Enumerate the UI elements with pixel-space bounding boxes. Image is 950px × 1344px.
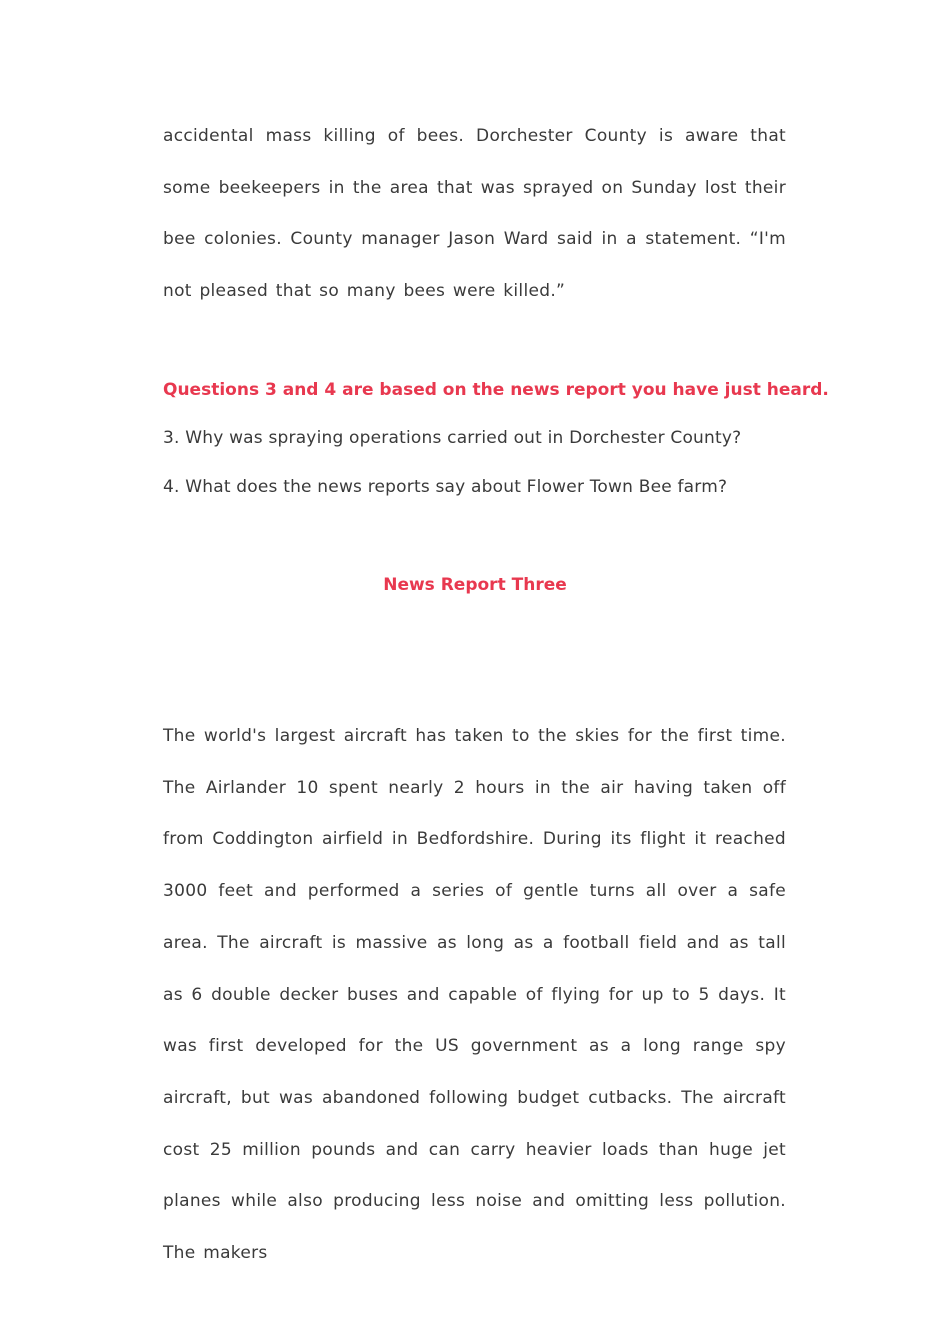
section-title-news-report-three: News Report Three (383, 575, 567, 595)
paragraph-aircraft-report: The world's largest aircraft has taken to the skies for the first time. The Airlander 10 spent nearly 2 hours in the air having taken off from Coddington airfield in Bedfordshire. During its flight it reached 3000 feet and performed a series of gentle turns all over a safe area. The aircraft is massive as long as a football field and as tall as 6 double decker buses and capable of flying for up to 5 days. It was first developed for the US government as a long range spy aircraft, but was abandoned following budget cutbacks. The aircraft cost 25 million pounds and can carry heavier loads than huge jet planes while also producing less noise and omitting less pollution. The makers (163, 726, 786, 1264)
question-4: 4. What does the news reports say about Flower Town Bee farm? (163, 477, 728, 497)
questions-heading: Questions 3 and 4 are based on the news report you have just heard. (163, 380, 829, 400)
paragraph-bees-report: accidental mass killing of bees. Dorchester County is aware that some beekeepers in the area that was sprayed on Sunday lost their bee colonies. County manager Jason Ward said in a statement. “I'm not pleased that so many bees were killed.” (163, 126, 786, 302)
question-3: 3. Why was spraying operations carried out in Dorchester County? (163, 428, 742, 448)
